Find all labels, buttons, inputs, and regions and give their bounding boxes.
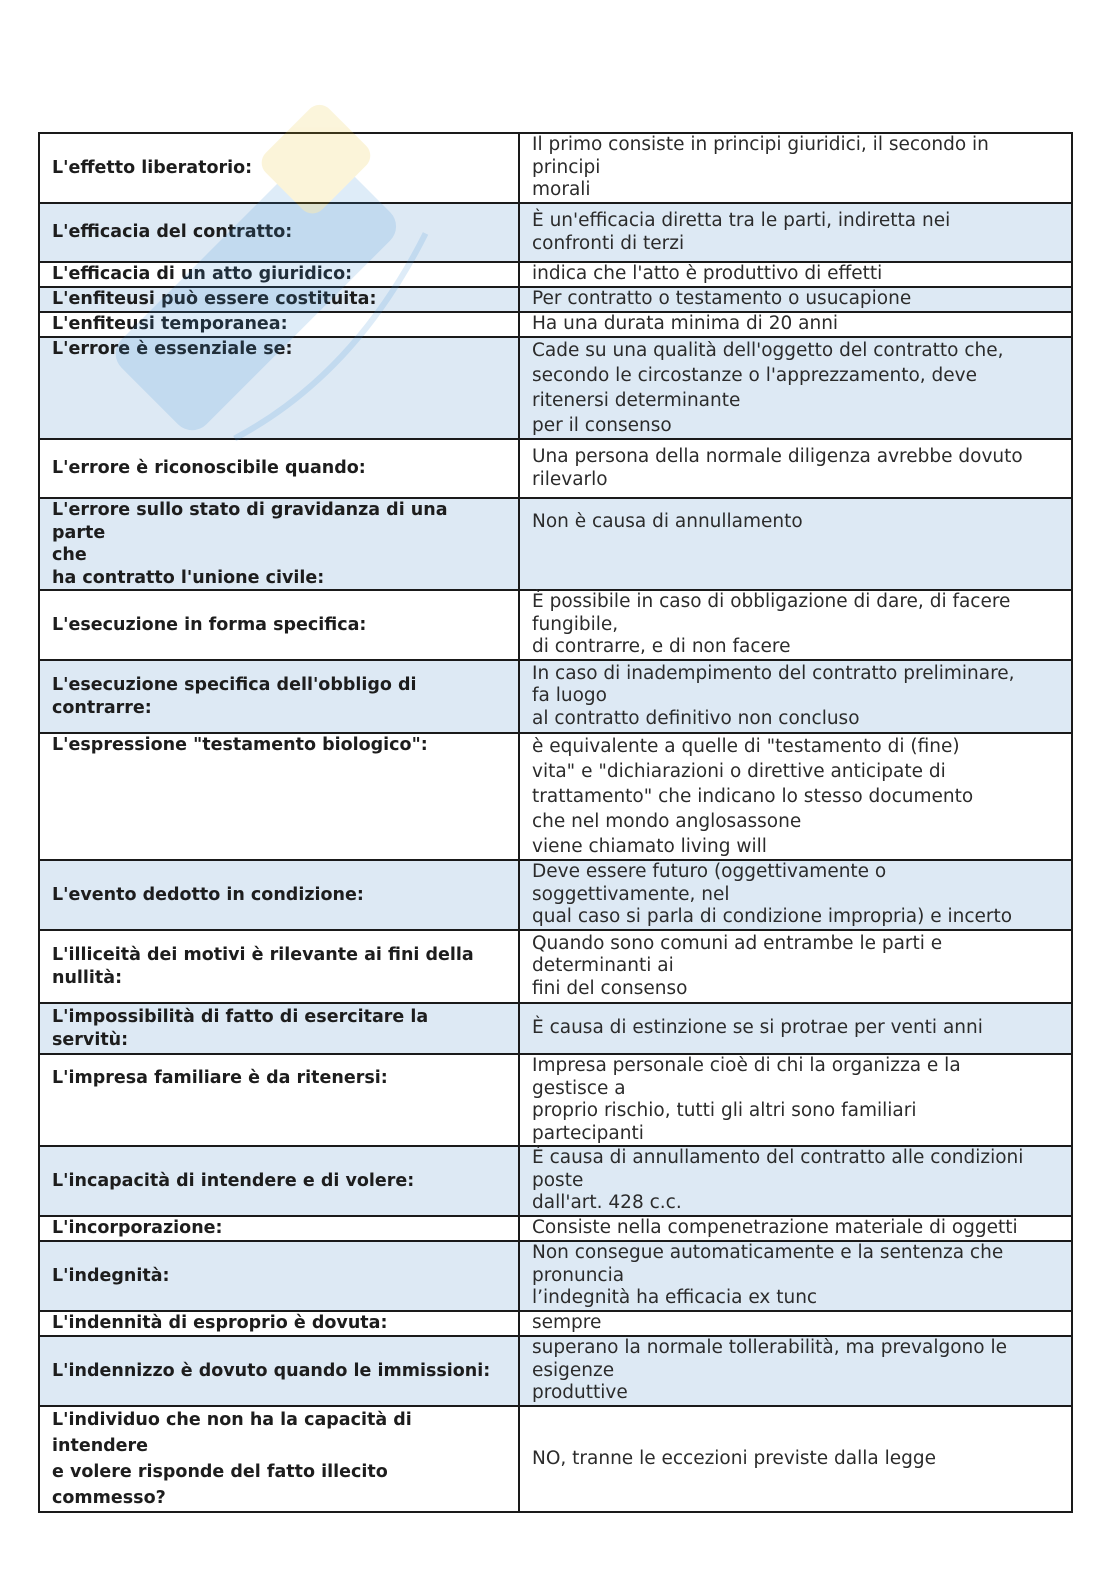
term-cell: L'incapacità di intendere e di volere: [39, 1146, 519, 1216]
definition-cell: Non consegue automaticamente e la sentenza che pronuncia l’indegnità ha efficacia ex tunc [519, 1241, 1072, 1311]
table-row [39, 337, 1072, 439]
definition-cell: Cade su una qualità dell'oggetto del contratto che, secondo le circostanze o l'apprezzamento, deve ritenersi determinante per il consenso [519, 337, 1072, 439]
term-cell: L'indegnità: [39, 1241, 519, 1311]
definition-cell: Non è causa di annullamento [519, 498, 1072, 590]
table-row [39, 1336, 1072, 1406]
term-cell: L'enfiteusi temporanea: [39, 312, 519, 337]
table-row [39, 590, 1072, 660]
term-cell: L'efficacia di un atto giuridico: [39, 262, 519, 287]
term-cell: L'espressione "testamento biologico": [39, 733, 519, 860]
term-cell: L'errore è essenziale se: [39, 337, 519, 439]
table-row [39, 1216, 1072, 1241]
table-row [39, 1406, 1072, 1512]
table-row [39, 312, 1072, 337]
definition-cell: è equivalente a quelle di "testamento di (fine) vita" e "dichiarazioni o direttive anticipate di trattamento" che indicano lo stesso documento che nel mondo anglosassone viene chiamato living will [519, 733, 1072, 860]
table-row [39, 1003, 1072, 1054]
term-cell: L'indennizzo è dovuto quando le immissioni: [39, 1336, 519, 1406]
table-row [39, 498, 1072, 590]
definition-cell: Deve essere futuro (oggettivamente o soggettivamente, nel qual caso si parla di condizione impropria) e incerto [519, 860, 1072, 930]
definition-cell: Quando sono comuni ad entrambe le parti e determinanti ai fini del consenso [519, 930, 1072, 1003]
term-cell: L'effetto liberatorio: [39, 133, 519, 203]
term-cell: L'esecuzione specifica dell'obbligo di contrarre: [39, 660, 519, 733]
definition-cell: È causa di estinzione se si protrae per venti anni [519, 1003, 1072, 1054]
term-cell: L'esecuzione in forma specifica: [39, 590, 519, 660]
definition-cell: Impresa personale cioè di chi la organizza e la gestisce a proprio rischio, tutti gli altri sono familiari partecipanti [519, 1054, 1072, 1146]
term-cell: L'incorporazione: [39, 1216, 519, 1241]
table-row [39, 1241, 1072, 1311]
table-row [39, 262, 1072, 287]
term-cell: L'efficacia del contratto: [39, 203, 519, 262]
table-row [39, 1311, 1072, 1336]
definition-cell: È causa di annullamento del contratto alle condizioni poste dall'art. 428 c.c. [519, 1146, 1072, 1216]
definition-cell: indica che l'atto è produttivo di effetti [519, 262, 1072, 287]
definition-cell: superano la normale tollerabilità, ma prevalgono le esigenze produttive [519, 1336, 1072, 1406]
table-row [39, 1146, 1072, 1216]
table-row [39, 1054, 1072, 1146]
definition-cell: Ha una durata minima di 20 anni [519, 312, 1072, 337]
table-row [39, 439, 1072, 498]
table-row [39, 733, 1072, 860]
table-row [39, 860, 1072, 930]
definition-cell: sempre [519, 1311, 1072, 1336]
table-row [39, 203, 1072, 262]
definition-cell: Per contratto o testamento o usucapione [519, 287, 1072, 312]
term-cell: L'illiceità dei motivi è rilevante ai fini della nullità: [39, 930, 519, 1003]
definition-cell: Il primo consiste in principi giuridici, il secondo in principi morali [519, 133, 1072, 203]
term-cell: L'impossibilità di fatto di esercitare la servitù: [39, 1003, 519, 1054]
definition-cell: È un'efficacia diretta tra le parti, indiretta nei confronti di terzi [519, 203, 1072, 262]
term-cell: L'individuo che non ha la capacità di intendere e volere risponde del fatto illecito commesso? [39, 1406, 519, 1512]
definition-cell: In caso di inadempimento del contratto preliminare, fa luogo al contratto definitivo non concluso [519, 660, 1072, 733]
definition-cell: Una persona della normale diligenza avrebbe dovuto rilevarlo [519, 439, 1072, 498]
term-cell: L'evento dedotto in condizione: [39, 860, 519, 930]
table-row [39, 930, 1072, 1003]
term-cell: L'impresa familiare è da ritenersi: [39, 1054, 519, 1146]
term-cell: L'indennità di esproprio è dovuta: [39, 1311, 519, 1336]
term-cell: L'enfiteusi può essere costituita: [39, 287, 519, 312]
definition-cell: NO, tranne le eccezioni previste dalla legge [519, 1406, 1072, 1512]
table-row [39, 660, 1072, 733]
table-row [39, 287, 1072, 312]
definitions-table [38, 132, 1073, 1513]
definition-cell: È possibile in caso di obbligazione di dare, di facere fungibile, di contrarre, e di non facere [519, 590, 1072, 660]
term-cell: L'errore sullo stato di gravidanza di una parte che ha contratto l'unione civile: [39, 498, 519, 590]
definition-cell: Consiste nella compenetrazione materiale di oggetti [519, 1216, 1072, 1241]
term-cell: L'errore è riconoscibile quando: [39, 439, 519, 498]
table-row [39, 133, 1072, 203]
